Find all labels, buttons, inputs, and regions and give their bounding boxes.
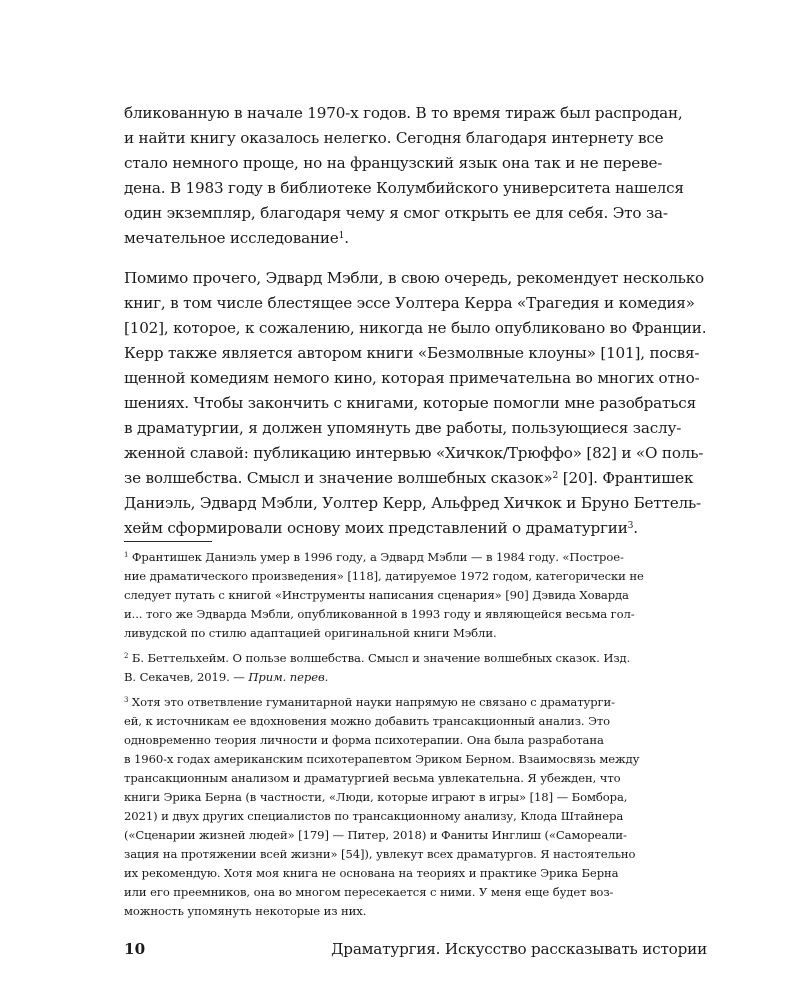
text-segment: зе волшебства. Смысл и значение волшебных сказок»: [124, 469, 553, 487]
footnote-line: и... того же Эдварда Мэбли, опубликованной в 1993 году и являющейся весьма гол-: [124, 607, 635, 621]
text-line: [102], которое, к сожалению, никогда не было опубликовано во Франции.: [124, 319, 707, 337]
footnote-marker: 1: [124, 551, 129, 560]
text-line: и найти книгу оказалось нелегко. Сегодня благодаря интернету все: [124, 129, 664, 147]
text-line-with-note: мечательное исследование$^1$.: [124, 229, 349, 247]
text-segment: [20]. Франтишек: [558, 469, 694, 487]
footnote-line: ливудской по стилю адаптацией оригинальной книги Мэбли.: [124, 626, 497, 640]
text-line: Помимо прочего, Эдвард Мэбли, в свою очередь, рекомендует несколько: [124, 269, 704, 287]
text-line: Даниэль, Эдвард Мэбли, Уолтер Керр, Альфред Хичкок и Бруно Беттель-: [124, 494, 701, 512]
footnote-line: в 1960-х годах американским психотерапевтом Эриком Берном. Взаимосвязь между: [124, 752, 640, 766]
text-line: бликованную в начале 1970-х годов. В то время тираж был распродан,: [124, 104, 683, 122]
footnote-marker: 3: [124, 696, 129, 705]
translator-note: Прим. перев.: [248, 670, 329, 684]
text-line: женной славой: публикацию интервью «Хичкок/Трюффо» [82] и «О поль-: [124, 444, 704, 462]
footnote-separator: [124, 541, 212, 542]
footnote-marker: 2: [124, 652, 129, 661]
footnote-line: книги Эрика Берна (в частности, «Люди, которые играют в игры» [18] — Бомбора,: [124, 790, 628, 804]
footnote-ref-1[interactable]: 1: [338, 230, 345, 241]
footnote-line: («Сценарии жизней людей» [179] — Питер, 2018) и Фаниты Инглиш («Самореали-: [124, 828, 627, 842]
footnote-line: 2021) и двух других специалистов по трансакционному анализу, Клода Штайнера: [124, 809, 624, 823]
footnote-line: зация на протяжении всей жизни» [54]), увлекут всех драматургов. Я настоятельно: [124, 847, 636, 861]
text-line-with-note: [124, 471, 693, 486]
running-title: Драматургия. Искусство рассказывать истории: [331, 940, 707, 958]
text-line: дена. В 1983 году в библиотеке Колумбийского университета нашелся: [124, 179, 684, 197]
text-line: шениях. Чтобы закончить с книгами, которые помогли мне разобраться: [124, 394, 696, 412]
footnote-line: или его преемников, она во многом пересекается с ними. У меня еще будет воз-: [124, 885, 614, 899]
text-line: один экземпляр, благодаря чему я смог открыть ее для себя. Это за-: [124, 204, 668, 222]
text-line: стало немного проще, но на французский язык она так и не переве-: [124, 154, 663, 172]
footnote-line: трансакционным анализом и драматургией весьма увлекательна. Я убежден, что: [124, 771, 621, 785]
text-line: щенной комедиям немого кино, которая примечательна во многих отно-: [124, 369, 700, 387]
text-line: книг, в том числе блестящее эссе Уолтера Керра «Трагедия и комедия»: [124, 294, 695, 312]
page-number: 10: [124, 940, 146, 958]
text-segment: мечательное исследование: [124, 229, 339, 247]
text-line: Керр также является автором книги «Безмолвные клоуны» [101], посвя-: [124, 344, 700, 362]
footnote-line: ние драматического произведения» [118], датируемое 1972 годом, категорически не: [124, 569, 644, 583]
footnote-line: одновременно теория личности и форма психотерапии. Она была разработана: [124, 733, 604, 747]
footnote-line: можность упомянуть некоторые из них.: [124, 904, 367, 918]
footnote-line: их рекомендую. Хотя моя книга не основана на теориях и практике Эрика Берна: [124, 866, 619, 880]
text-line-with-note: хейм сформировали основу моих представлений о драматургии$^3$.: [124, 519, 638, 537]
footnote-line: следует путать с книгой «Инструменты написания сценария» [90] Дэвида Ховарда: [124, 588, 629, 602]
text-line: в драматургии, я должен упомянуть две работы, пользующиеся заслу-: [124, 419, 682, 437]
footnote-ref-3[interactable]: 3: [627, 520, 634, 531]
footnote-ref-2[interactable]: 2: [552, 470, 559, 481]
text-segment: хейм сформировали основу моих представлений о драматургии: [124, 519, 628, 537]
footnote-line: ей, к источникам ее вдохновения можно добавить трансакционный анализ. Это: [124, 714, 611, 728]
